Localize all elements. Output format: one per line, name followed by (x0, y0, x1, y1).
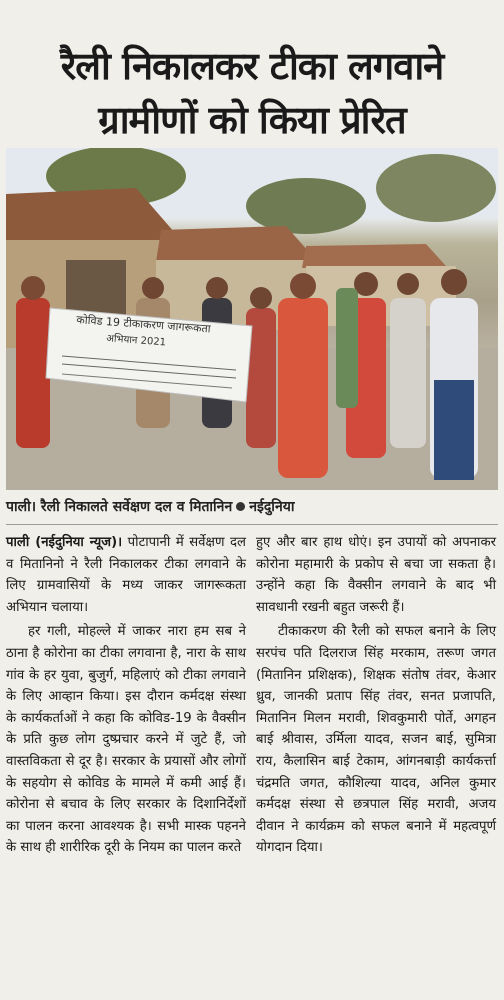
left-paragraph-1: पोटापानी में सर्वेक्षण दल व मितानिनो ने रैली निकालकर टीका लगवाने के लिए ग्रामवासियों के मध्य जाकर जागरूकता अभियान चलाया। (6, 535, 246, 615)
divider (6, 524, 498, 525)
caption-text: पाली। रैली निकालते सर्वेक्षण दल व मितानिन (6, 499, 233, 515)
right-paragraph-2: टीकाकरण की रैली को सफल बनाने के लिए सरपंच पति दिलराज सिंह मरकाम, तरूण जगत (मितानिन प्रशिक्षक), शिक्षक संतोष तंवर, केआर ध्रुव, जानकी प्रताप सिंह तंवर, सनत प्रजापति, मितानिन मिलन मरावी, शिवकुमारी पोर्ते, अगहन बाई श्रीवास, उर्मिला यादव, सजन बाई, सुमित्रा राय, कैलासिन बाई टेकाम, आंगनबाड़ी कार्यकर्त्ता चंद्रमति जगत, कौशिल्या यादव, अनिल कुमार कर्मदक्ष संस्था से छत्रपाल सिंह मरावी, अजय दीवान ने कार्यक्रम को सफल बनाने में महत्वपूर्ण योगदान दिया। (256, 624, 496, 856)
banner-subtitle: अभियान 2021 (105, 333, 167, 349)
caption-brand: नईदुनिया (249, 499, 295, 515)
article-column-right (256, 532, 496, 859)
article-paragraph (6, 532, 246, 618)
news-photo (6, 148, 498, 490)
photo-caption (6, 496, 498, 518)
right-paragraph-1: हुए और बार हाथ धोएं। इन उपायों को अपनाकर कोरोना महामारी के प्रकोप से बचा जा सकता है। उन्होंने कहा कि वैक्सीन लगवाने के बाद भी सावधानी रखनी बहुत जरूरी हैं। (256, 535, 496, 615)
article-column-left (6, 532, 246, 859)
dateline: पाली (नईदुनिया न्यूज)। (6, 535, 123, 550)
left-paragraph-2: हर गली, मोहल्ले में जाकर नारा हम सब ने ठाना है कोरोना का टीका लगवाना है, नारा के साथ गांव के हर युवा, बुजुर्ग, महिलाएं को टीका लगवाने के लिए आव्हान किया। इस दौरान कर्मदक्ष संस्था के कार्यकर्ताओं ने कहा कि कोविड-19 के वैक्सीन के प्रति कुछ लोग दुष्प्रचार करने में जुटे हैं, जो वास्तविकता से दूर है। सरकार के प्रयासों और लोगों के सहयोग से कोविड के मामले में कमी आई हैं। कोरोना से बचाव के लिए सरकार के दिशानिर्देशों का पालन करना आवश्यक है। सभी मास्क पहनने के साथ ही शारीरिक दूरी के नियम का पालन करते (6, 624, 246, 856)
rally-photo-illustration (6, 148, 498, 490)
bullet-icon (236, 502, 245, 511)
banner-title: कोविड 19 टीकाकरण जागरूकता (75, 313, 212, 336)
headline (0, 41, 504, 145)
headline-line-2: ग्रामीणों को किया प्रेरित (98, 98, 406, 143)
headline-line-1: रैली निकालकर टीका लगवाने (60, 44, 444, 89)
